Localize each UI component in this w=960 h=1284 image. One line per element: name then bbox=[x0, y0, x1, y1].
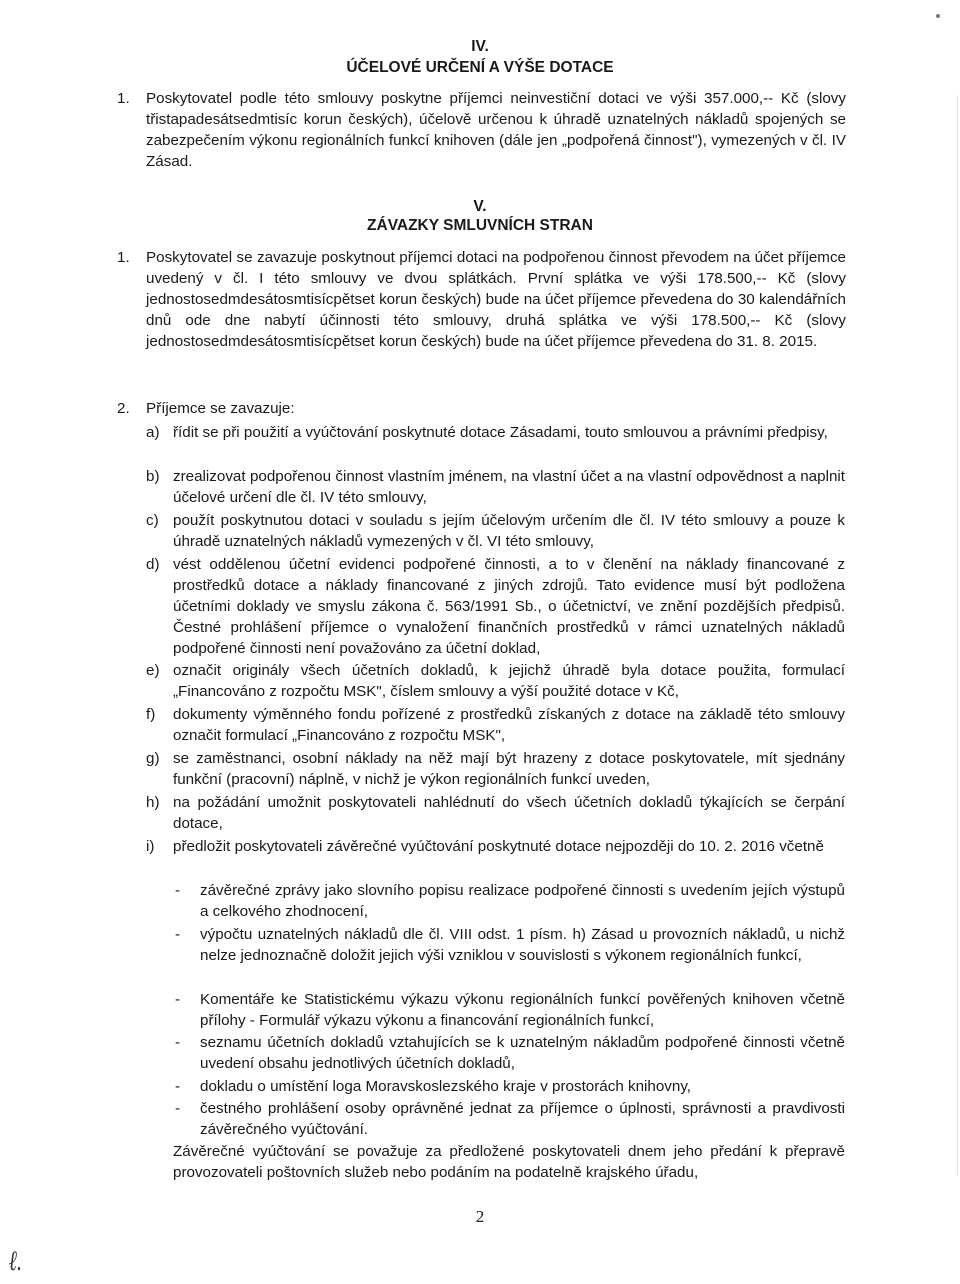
subitem-text: výpočtu uznatelných nákladů dle čl. VIII odst. 1 písm. h) Zásad u provozních nákladů, u nichž nelze jednoznačně doložit jejich výši vzniklou v souvislosti s výkonem regionálních funkcí, bbox=[200, 926, 845, 964]
item-text: vést oddělenou účetní evidenci podpořené činnosti, a to v členění na náklady financované z prostředků dotace a náklady financované z jiných zdrojů. Tato evidence musí být podložena účetními doklady ve smyslu zákona č. 563/1991 Sb., o účetnictví, ve znění pozdějších předpisů. Čestné prohlášení příjemce o vynaložení finančních prostředků v rámci uznatelných nákladů podpořené činnosti není považováno za účetní doklad, bbox=[173, 556, 845, 657]
section-iv-title: ÚČELOVÉ URČENÍ A VÝŠE DOTACE bbox=[346, 59, 614, 76]
item-label: b) bbox=[146, 468, 160, 485]
page-number: 2 bbox=[475, 1207, 485, 1226]
item-text: označit originály všech účetních dokladů, k jejichž úhradě byla dotace použita, formulací „Financováno z rozpočtu MSK", číslem smlouvy a výší použité dotace v Kč, bbox=[173, 662, 845, 700]
item-text: použít poskytnutou dotaci v souladu s jejím účelovým určením dle čl. IV této smlouvy a pouze k úhradě uznatelných nákladů vymezených v čl. VI této smlouvy, bbox=[173, 512, 845, 550]
subitem-dash: - bbox=[175, 926, 181, 943]
section-v-p2-number: 2. bbox=[117, 400, 130, 417]
margin-initial-mark: ℓ. bbox=[8, 1246, 22, 1277]
section-v-p2-intro: Příjemce se zavazuje: bbox=[146, 400, 295, 417]
subitem-dash: - bbox=[175, 1034, 181, 1051]
scan-edge bbox=[957, 95, 958, 1175]
item-text: na požádání umožnit poskytovateli nahlédnutí do všech účetních dokladů týkajících se čerpání dotace, bbox=[173, 794, 845, 832]
item-text: předložit poskytovateli závěrečné vyúčtování poskytnuté dotace nejpozději do 10. 2. 2016 včetně bbox=[173, 838, 824, 855]
item-label: g) bbox=[146, 750, 160, 767]
section-v-title: ZÁVAZKY SMLUVNÍCH STRAN bbox=[367, 217, 593, 234]
section-iv-number: IV. bbox=[471, 38, 489, 55]
item-label: c) bbox=[146, 512, 159, 529]
item-text: zrealizovat podpořenou činnost vlastním jménem, na vlastní účet a na vlastní odpovědnost a naplnit účelové určení dle čl. IV této smlouvy, bbox=[173, 468, 845, 506]
subitem-dash: - bbox=[175, 991, 181, 1008]
subitem-text: Komentáře ke Statistickému výkazu výkonu regionálních funkcí pověřených knihoven včetně přílohy - Formulář výkazu výkonu a financování regionálních funkcí, bbox=[200, 991, 845, 1029]
item-label: e) bbox=[146, 662, 160, 679]
item-label: f) bbox=[146, 706, 156, 723]
item-label: i) bbox=[146, 838, 155, 855]
subitem-dash: - bbox=[175, 1100, 181, 1117]
item-text: dokumenty výměnného fondu pořízené z prostředků získaných z dotace na základě této smlouvy označit formulací „Financováno z rozpočtu MSK", bbox=[173, 706, 845, 744]
subitem-text: čestného prohlášení osoby oprávněné jednat za příjemce o úplnosti, správnosti a pravdivosti závěrečného vyúčtování. bbox=[200, 1100, 845, 1138]
subitem-dash: - bbox=[175, 882, 181, 899]
subitem-text: dokladu o umístění loga Moravskoslezského kraje v prostorách knihovny, bbox=[200, 1078, 692, 1095]
item-text: řídit se při použití a vyúčtování poskytnuté dotace Zásadami, touto smlouvou a právními předpisy, bbox=[173, 424, 828, 441]
item-text: se zaměstnanci, osobní náklady na něž mají být hrazeny z dotace poskytovatele, mít sjednány funkční (pracovní) náplně, v nichž je výkon regionálních funkcí uveden, bbox=[173, 750, 845, 788]
subitem-text: závěrečné zprávy jako slovního popisu realizace podpořené činnosti s uvedením jejích výstupů a celkového zhodnocení, bbox=[200, 882, 845, 920]
section-iv-p1-number: 1. bbox=[117, 90, 130, 107]
subitem-dash: - bbox=[175, 1078, 181, 1095]
section-v-p1-text: Poskytovatel se zavazuje poskytnout příjemci dotaci na podpořenou činnost převodem na účet příjemce uvedený v čl. I této smlouvy ve dvou splátkách. První splátka ve výši 178.500,-- Kč (slovy jednostosedmdesátosmtisícpětset korun českých) bude na účet příjemce převedena do 30 kalendářních dnů ode dne nabytí účinnosti této smlouvy, druhá splátka ve výši 178.500,-- Kč (slovy jednostosedmdesátosmtisícpětset korun českých) bude na účet příjemce převedena do 31. 8. 2015. bbox=[146, 249, 846, 350]
item-label: h) bbox=[146, 794, 160, 811]
section-v-p1-number: 1. bbox=[117, 249, 130, 266]
item-label: a) bbox=[146, 424, 160, 441]
section-iv-p1-text: Poskytovatel podle této smlouvy poskytne příjemci neinvestiční dotaci ve výši 357.000,-- Kč (slovy třistapadesátsedmtisíc korun českých), účelově určenou k úhradě uznatelných nákladů spojených se zabezpečením výkonu regionálních funkcí knihoven (dále jen „podpořená činnost"), vymezených v čl. IV Zásad. bbox=[146, 90, 846, 170]
closing-text: Závěrečné vyúčtování se považuje za předložené poskytovateli dnem jeho předání k přepravě provozovateli poštovních služeb nebo podáním na podatelně krajského úřadu, bbox=[173, 1143, 845, 1181]
subitem-text: seznamu účetních dokladů vztahujících se k uznatelným nákladům podpořené činnosti včetně uvedení obsahu jednotlivých účetních dokladů, bbox=[200, 1034, 845, 1072]
item-label: d) bbox=[146, 556, 160, 573]
section-v-number: V. bbox=[473, 198, 487, 215]
scan-dot bbox=[936, 14, 940, 18]
